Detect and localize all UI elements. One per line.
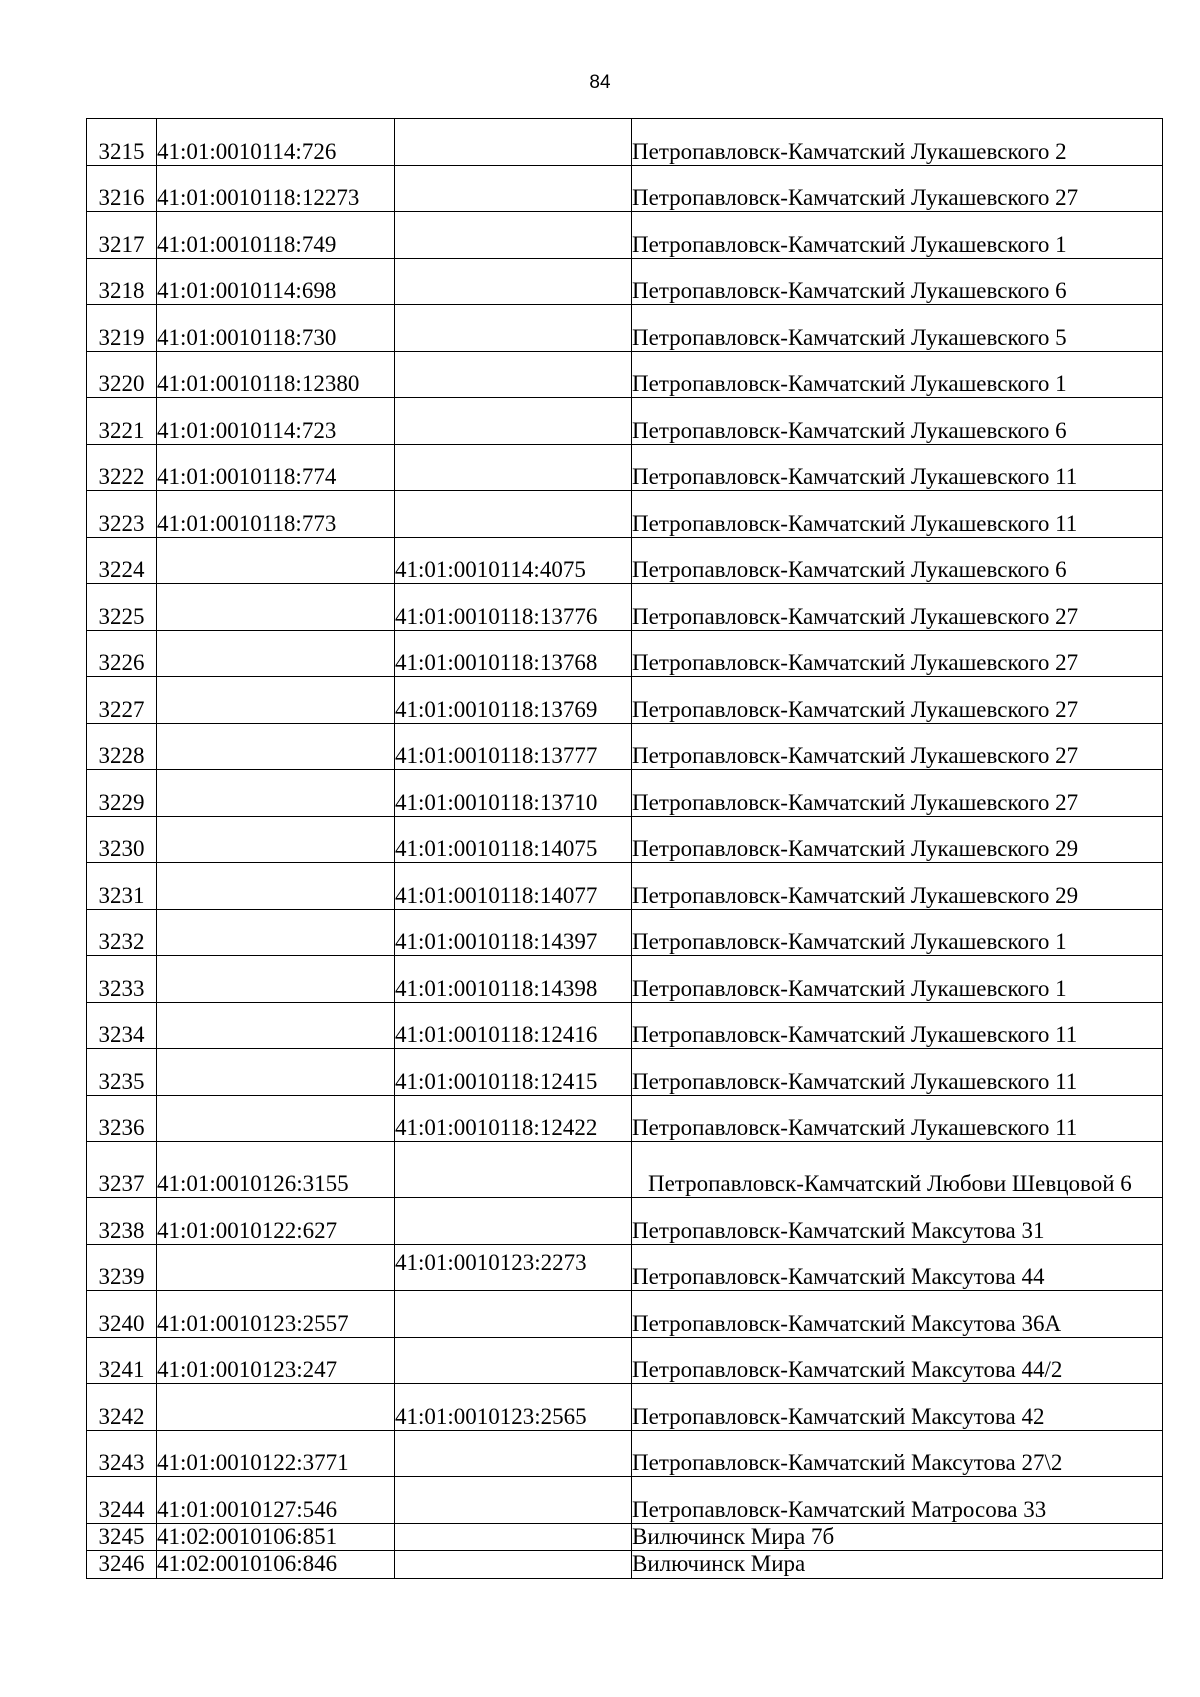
row-number-cell: 3239 [87,1244,157,1291]
table-row [87,351,1163,398]
building-cadastral-number-cell: 41:01:0010118:12415 [395,1049,632,1096]
row-number-cell: 3235 [87,1049,157,1096]
address-cell: Петропавловск-Камчатский Лукашевского 5 [632,305,1163,352]
table-row [87,444,1163,491]
address-cell: Петропавловск-Камчатский Максутова 27\2 [632,1430,1163,1477]
building-cadastral-number-cell: 41:01:0010118:12422 [395,1095,632,1142]
row-number-cell: 3246 [87,1551,157,1579]
cadastral-number-cell: 41:02:0010106:846 [157,1551,395,1579]
row-number-cell: 3243 [87,1430,157,1477]
cadastral-number-cell: 41:01:0010126:3155 [157,1142,395,1198]
table-row [87,491,1163,538]
row-number-cell: 3241 [87,1337,157,1384]
address-cell: Петропавловск-Камчатский Лукашевского 1 [632,212,1163,259]
address-cell: Петропавловск-Камчатский Максутова 31 [632,1198,1163,1245]
table-row [87,1523,1163,1551]
registry-table [86,118,1163,1579]
building-cadastral-number-cell [395,258,632,305]
row-number-cell: 3220 [87,351,157,398]
table-row [87,1142,1163,1198]
cadastral-number-cell: 41:01:0010118:749 [157,212,395,259]
building-cadastral-number-cell: 41:01:0010118:14398 [395,956,632,1003]
row-number-cell: 3245 [87,1523,157,1551]
row-number-cell: 3244 [87,1477,157,1524]
cadastral-number-cell: 41:01:0010114:723 [157,398,395,445]
row-number-cell: 3242 [87,1384,157,1431]
address-cell: Петропавловск-Камчатский Лукашевского 27 [632,165,1163,212]
row-number-cell: 3237 [87,1142,157,1198]
building-cadastral-number-cell [395,1523,632,1551]
address-cell: Петропавловск-Камчатский Лукашевского 11 [632,1095,1163,1142]
table-row [87,537,1163,584]
table-row [87,1430,1163,1477]
building-cadastral-number-cell [395,491,632,538]
table-row [87,677,1163,724]
cadastral-number-cell [157,1384,395,1431]
address-cell: Петропавловск-Камчатский Максутова 36А [632,1291,1163,1338]
row-number-cell: 3224 [87,537,157,584]
building-cadastral-number-cell [395,305,632,352]
building-cadastral-number-cell [395,1477,632,1524]
building-cadastral-number-cell [395,398,632,445]
cadastral-number-cell [157,1095,395,1142]
cadastral-number-cell [157,770,395,817]
table-row [87,584,1163,631]
building-cadastral-number-cell: 41:01:0010118:12416 [395,1002,632,1049]
building-cadastral-number-cell [395,1198,632,1245]
cadastral-number-cell: 41:01:0010114:698 [157,258,395,305]
cadastral-number-cell: 41:01:0010118:12273 [157,165,395,212]
building-cadastral-number-cell [395,444,632,491]
table-row [87,1049,1163,1096]
building-cadastral-number-cell: 41:01:0010114:4075 [395,537,632,584]
address-cell: Петропавловск-Камчатский Лукашевского 27 [632,677,1163,724]
address-cell: Петропавловск-Камчатский Лукашевского 27 [632,770,1163,817]
building-cadastral-number-cell: 41:01:0010118:13769 [395,677,632,724]
cadastral-number-cell [157,630,395,677]
address-cell: Петропавловск-Камчатский Любови Шевцовой 6 [632,1142,1163,1198]
address-cell: Петропавловск-Камчатский Лукашевского 1 [632,909,1163,956]
address-cell: Петропавловск-Камчатский Лукашевского 11 [632,491,1163,538]
building-cadastral-number-cell: 41:01:0010118:14075 [395,816,632,863]
row-number-cell: 3231 [87,863,157,910]
registry-table-body [87,119,1163,1579]
address-cell: Петропавловск-Камчатский Лукашевского 6 [632,398,1163,445]
building-cadastral-number-cell: 41:01:0010118:13710 [395,770,632,817]
cadastral-number-cell: 41:01:0010118:12380 [157,351,395,398]
building-cadastral-number-cell [395,1291,632,1338]
cadastral-number-cell [157,723,395,770]
address-cell: Петропавловск-Камчатский Лукашевского 6 [632,537,1163,584]
cadastral-number-cell [157,956,395,1003]
table-row [87,630,1163,677]
address-cell: Петропавловск-Камчатский Лукашевского 27 [632,630,1163,677]
table-row [87,909,1163,956]
address-cell: Петропавловск-Камчатский Лукашевского 29 [632,863,1163,910]
cadastral-number-cell [157,1244,395,1291]
building-cadastral-number-cell [395,119,632,166]
row-number-cell: 3218 [87,258,157,305]
row-number-cell: 3236 [87,1095,157,1142]
row-number-cell: 3217 [87,212,157,259]
row-number-cell: 3226 [87,630,157,677]
table-row [87,1095,1163,1142]
building-cadastral-number-cell: 41:01:0010123:2273 [395,1244,632,1291]
building-cadastral-number-cell [395,1142,632,1198]
cadastral-number-cell [157,863,395,910]
row-number-cell: 3227 [87,677,157,724]
cadastral-number-cell: 41:01:0010122:627 [157,1198,395,1245]
cadastral-number-cell: 41:01:0010123:2557 [157,1291,395,1338]
cadastral-number-cell: 41:01:0010118:774 [157,444,395,491]
address-cell: Петропавловск-Камчатский Лукашевского 1 [632,956,1163,1003]
cadastral-number-cell: 41:01:0010123:247 [157,1337,395,1384]
table-row [87,1551,1163,1579]
cadastral-number-cell: 41:01:0010127:546 [157,1477,395,1524]
table-row [87,398,1163,445]
table-row [87,119,1163,166]
table-row [87,1291,1163,1338]
row-number-cell: 3230 [87,816,157,863]
cadastral-number-cell [157,677,395,724]
table-row [87,165,1163,212]
building-cadastral-number-cell [395,1551,632,1579]
row-number-cell: 3216 [87,165,157,212]
cadastral-number-cell: 41:02:0010106:851 [157,1523,395,1551]
address-cell: Петропавловск-Камчатский Лукашевского 1 [632,351,1163,398]
table-row [87,212,1163,259]
cadastral-number-cell [157,816,395,863]
building-cadastral-number-cell: 41:01:0010118:14397 [395,909,632,956]
building-cadastral-number-cell: 41:01:0010118:13777 [395,723,632,770]
address-cell: Петропавловск-Камчатский Максутова 44 [632,1244,1163,1291]
building-cadastral-number-cell [395,351,632,398]
row-number-cell: 3240 [87,1291,157,1338]
table-row [87,723,1163,770]
row-number-cell: 3232 [87,909,157,956]
table-row [87,1477,1163,1524]
row-number-cell: 3219 [87,305,157,352]
building-cadastral-number-cell [395,1337,632,1384]
cadastral-number-cell [157,584,395,631]
cadastral-number-cell: 41:01:0010114:726 [157,119,395,166]
row-number-cell: 3223 [87,491,157,538]
row-number-cell: 3225 [87,584,157,631]
address-cell: Петропавловск-Камчатский Максутова 42 [632,1384,1163,1431]
building-cadastral-number-cell: 41:01:0010123:2565 [395,1384,632,1431]
table-row [87,770,1163,817]
building-cadastral-number-cell [395,1430,632,1477]
address-cell: Петропавловск-Камчатский Матросова 33 [632,1477,1163,1524]
table-row [87,1198,1163,1245]
table-row [87,816,1163,863]
address-cell: Петропавловск-Камчатский Максутова 44/2 [632,1337,1163,1384]
address-cell: Вилючинск Мира [632,1551,1163,1579]
cadastral-number-cell: 41:01:0010122:3771 [157,1430,395,1477]
table-row [87,305,1163,352]
cadastral-number-cell: 41:01:0010118:773 [157,491,395,538]
row-number-cell: 3229 [87,770,157,817]
cadastral-number-cell: 41:01:0010118:730 [157,305,395,352]
row-number-cell: 3238 [87,1198,157,1245]
building-cadastral-number-cell: 41:01:0010118:13768 [395,630,632,677]
address-cell: Петропавловск-Камчатский Лукашевского 6 [632,258,1163,305]
building-cadastral-number-cell [395,212,632,259]
address-cell: Петропавловск-Камчатский Лукашевского 11 [632,1002,1163,1049]
cadastral-number-cell [157,1049,395,1096]
address-cell: Петропавловск-Камчатский Лукашевского 11 [632,444,1163,491]
row-number-cell: 3221 [87,398,157,445]
building-cadastral-number-cell [395,165,632,212]
address-cell: Петропавловск-Камчатский Лукашевского 27 [632,584,1163,631]
row-number-cell: 3228 [87,723,157,770]
table-row [87,863,1163,910]
cadastral-number-cell [157,909,395,956]
address-cell: Вилючинск Мира 7б [632,1523,1163,1551]
table-row [87,1337,1163,1384]
row-number-cell: 3222 [87,444,157,491]
table-row [87,956,1163,1003]
cadastral-number-cell [157,537,395,584]
page-number: 84 [589,72,611,93]
table-row [87,1244,1163,1291]
table-row [87,1002,1163,1049]
building-cadastral-number-cell: 41:01:0010118:13776 [395,584,632,631]
cadastral-number-cell [157,1002,395,1049]
address-cell: Петропавловск-Камчатский Лукашевского 2 [632,119,1163,166]
address-cell: Петропавловск-Камчатский Лукашевского 27 [632,723,1163,770]
row-number-cell: 3233 [87,956,157,1003]
row-number-cell: 3234 [87,1002,157,1049]
row-number-cell: 3215 [87,119,157,166]
address-cell: Петропавловск-Камчатский Лукашевского 29 [632,816,1163,863]
table-row [87,258,1163,305]
building-cadastral-number-cell: 41:01:0010118:14077 [395,863,632,910]
address-cell: Петропавловск-Камчатский Лукашевского 11 [632,1049,1163,1096]
table-row [87,1384,1163,1431]
